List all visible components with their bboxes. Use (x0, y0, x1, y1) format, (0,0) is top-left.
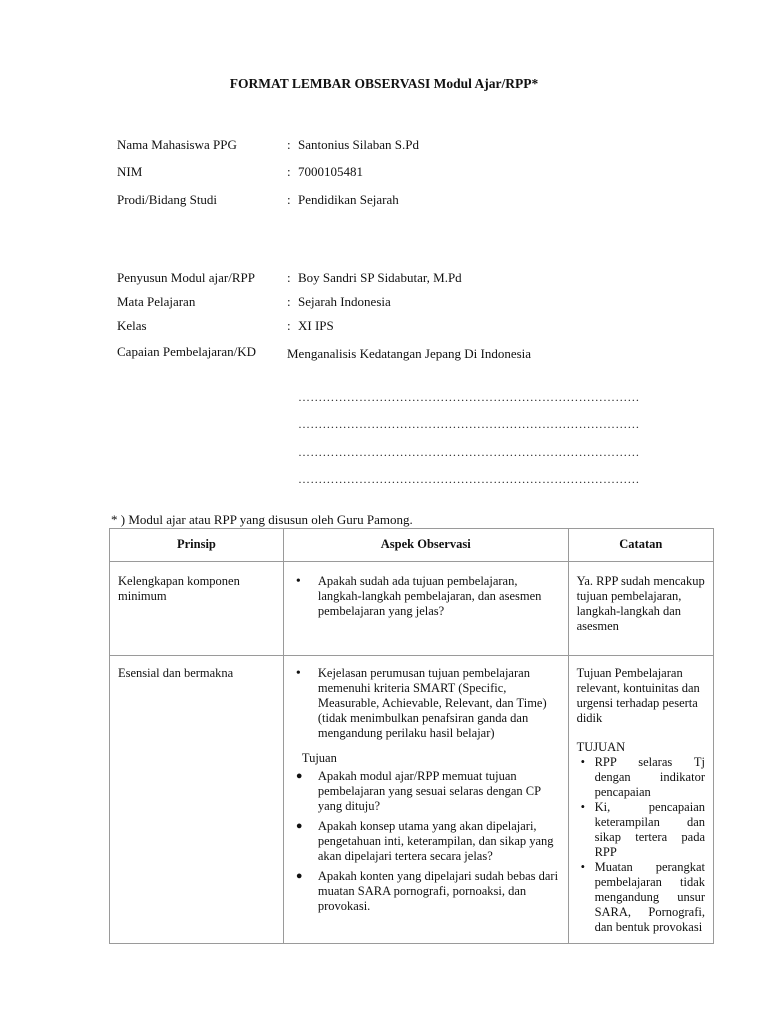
page-title: FORMAT LEMBAR OBSERVASI Modul Ajar/RPP* (229, 76, 539, 91)
header-catatan: Catatan (568, 529, 713, 562)
cp-value: Menganalisis Kedatangan Jepang Di Indonesia (287, 346, 532, 361)
prodi-value: Pendidikan Sejarah (298, 192, 399, 207)
colon: : (287, 294, 291, 309)
list-item: • Muatan perangkat pembelajaran tidak mengandung unsur SARA, Pornografi, dan bentuk provokasi (595, 860, 705, 935)
list-item: • Kejelasan perumusan tujuan pembelajaran memenuhi kriteria SMART (Specific, Measurable, Achievable, Relevant, dan Time) (tidak menimbulkan penafsiran ganda dan mengandung perilaku hasil belajar) (318, 666, 560, 741)
list-item: • Apakah sudah ada tujuan pembelajaran, langkah-langkah pembelajaran, dan asesmen pembelajaran yang jelas? (318, 574, 560, 619)
cell-catatan (568, 656, 713, 944)
colon: : (287, 137, 291, 152)
penyusun-label: Penyusun Modul ajar/RPP (117, 270, 255, 285)
cell-aspek (283, 562, 568, 656)
cp-label: Capaian Pembelajaran/KD (117, 344, 256, 359)
mapel-label: Mata Pelajaran (117, 294, 196, 309)
list-item: • Ki, pencapaian keterampilan dan sikap tertera pada RPP (595, 800, 705, 860)
kelas-value: XI IPS (298, 318, 334, 333)
penyusun-value: Boy Sandri SP Sidabutar, M.Pd (298, 270, 462, 285)
tujuan-subheading: Tujuan (301, 751, 337, 765)
name-value: Santonius Silaban S.Pd (298, 137, 419, 152)
nim-value: 7000105481 (298, 164, 363, 179)
list-item: ● Apakah modul ajar/RPP memuat tujuan pembelajaran yang sesuai selaras dengan CP yang dituju? (318, 769, 560, 814)
colon: : (287, 318, 291, 333)
cell-prinsip (110, 562, 284, 656)
colon: : (287, 270, 291, 285)
dotted-line: ………………………………………………………………………… (298, 417, 640, 431)
colon: : (287, 192, 291, 207)
dotted-line: ………………………………………………………………………… (298, 390, 640, 404)
dotted-line: ………………………………………………………………………… (298, 445, 640, 459)
cell-prinsip (110, 656, 284, 944)
mapel-value: Sejarah Indonesia (298, 294, 391, 309)
prinsip-text: Kelengkapan komponen minimum (118, 574, 240, 603)
table-row (110, 656, 714, 944)
catatan-list (577, 755, 705, 935)
table-row (110, 562, 714, 656)
catatan-intro: Tujuan Pembelajaran relevant, kontuinitas dan urgensi terhadap peserta didik (576, 666, 700, 725)
list-item: • RPP selaras Tj dengan indikator pencapaian (595, 755, 705, 800)
table-header-row (110, 529, 714, 562)
dotted-line: ………………………………………………………………………… (298, 472, 640, 486)
catatan-text: Ya. RPP sudah mencakup tujuan pembelajaran, langkah-langkah dan asesmen (576, 574, 705, 633)
header-aspek: Aspek Observasi (283, 529, 568, 562)
list-item: ● Apakah konsep utama yang akan dipelajari, pengetahuan inti, keterampilan, dan sikap yang akan dipelajari tertera secara jelas? (318, 819, 560, 864)
tujuan-list (292, 769, 560, 914)
prinsip-text: Esensial dan bermakna (118, 666, 234, 680)
aspek-list (292, 666, 560, 741)
observation-table (109, 528, 714, 944)
footnote: * ) Modul ajar atau RPP yang disusun oleh Guru Pamong. (111, 512, 413, 527)
header-prinsip: Prinsip (110, 529, 284, 562)
cell-catatan (568, 562, 713, 656)
list-item: ● Apakah konten yang dipelajari sudah bebas dari muatan SARA pornografi, pornoaksi, dan provokasi. (318, 869, 560, 914)
nim-label: NIM (117, 164, 143, 179)
aspek-list (292, 574, 560, 619)
colon: : (287, 164, 291, 179)
name-label: Nama Mahasiswa PPG (117, 137, 237, 152)
catatan-subheading: TUJUAN (576, 740, 626, 754)
prodi-label: Prodi/Bidang Studi (117, 192, 218, 207)
cell-aspek (283, 656, 568, 944)
kelas-label: Kelas (117, 318, 147, 333)
